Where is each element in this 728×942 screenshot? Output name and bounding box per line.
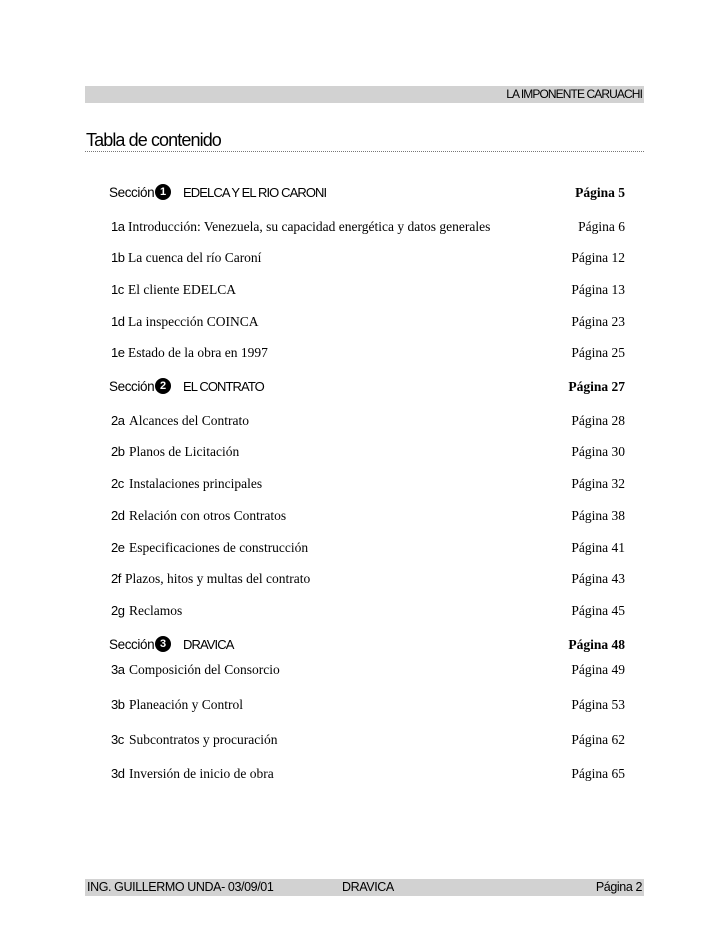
section-page: Página 5 <box>575 185 625 200</box>
entry-text: Estado de la obra en 1997 <box>128 345 268 360</box>
entry-page: Página 43 <box>571 571 625 586</box>
toc-entry-2b[interactable] <box>0 444 728 464</box>
section-label: Sección <box>109 185 155 200</box>
entry-text: Reclamos <box>129 603 183 618</box>
entry-code: 1b <box>111 250 125 265</box>
entry-page: Página 25 <box>571 345 625 360</box>
entry-text: Especificaciones de construcción <box>129 540 309 555</box>
entry-text: La inspección COINCA <box>128 314 259 329</box>
section-title: EDELCA Y EL RIO CARONI <box>183 185 327 200</box>
entry-code: 1d <box>111 314 125 329</box>
entry-code: 2d <box>111 508 125 523</box>
toc-entry-3c[interactable] <box>0 732 728 752</box>
toc-title: Tabla de contenido <box>86 130 221 150</box>
entry-text: Relación con otros Contratos <box>129 508 287 523</box>
footer-bar <box>85 879 644 896</box>
entry-page: Página 41 <box>571 540 625 555</box>
entry-page: Página 53 <box>571 697 625 712</box>
entry-code: 3c <box>111 732 124 747</box>
toc-entry-1d[interactable] <box>0 314 728 334</box>
entry-page: Página 45 <box>571 603 625 618</box>
entry-text: Planeación y Control <box>129 697 243 712</box>
footer-center: DRAVICA <box>342 880 394 894</box>
entry-text: Planos de Licitación <box>129 444 240 459</box>
toc-section-3[interactable] <box>0 637 728 657</box>
entry-page: Página 62 <box>571 732 625 747</box>
entry-text: Alcances del Contrato <box>129 413 249 428</box>
entry-page: Página 23 <box>571 314 625 329</box>
entry-text: El cliente EDELCA <box>128 282 236 297</box>
section-label: Sección <box>109 637 155 652</box>
entry-code: 2b <box>111 444 125 459</box>
entry-page: Página 38 <box>571 508 625 523</box>
entry-code: 2g <box>111 603 125 618</box>
entry-code: 2f <box>111 571 121 586</box>
toc-entry-2e[interactable] <box>0 540 728 560</box>
entry-page: Página 6 <box>578 219 625 234</box>
toc-entry-1c[interactable] <box>0 282 728 302</box>
entry-text: Inversión de inicio de obra <box>129 766 274 781</box>
section-number-badge: 3 <box>155 636 171 652</box>
entry-code: 1e <box>111 345 125 360</box>
entry-page: Página 30 <box>571 444 625 459</box>
toc-entry-2f[interactable] <box>0 571 728 591</box>
toc-title-underline <box>85 151 644 152</box>
entry-code: 3b <box>111 697 125 712</box>
entry-text: Composición del Consorcio <box>129 662 280 677</box>
toc-entry-3a[interactable] <box>0 662 728 682</box>
entry-code: 1a <box>111 219 125 234</box>
entry-text: Subcontratos y procuración <box>129 732 278 747</box>
toc-entry-3b[interactable] <box>0 697 728 717</box>
section-title: DRAVICA <box>183 637 234 652</box>
header-title: LA IMPONENTE CARUACHI <box>506 87 642 101</box>
section-number-badge: 1 <box>155 184 171 200</box>
entry-code: 2e <box>111 540 125 555</box>
toc-entry-2a[interactable] <box>0 413 728 433</box>
toc-section-2[interactable] <box>0 379 728 399</box>
section-number-badge: 2 <box>155 378 171 394</box>
toc-entry-2d[interactable] <box>0 508 728 528</box>
toc-entry-1e[interactable] <box>0 345 728 365</box>
toc-entry-1a[interactable] <box>0 219 728 239</box>
entry-text: Instalaciones principales <box>129 476 263 491</box>
toc-entry-1b[interactable] <box>0 250 728 270</box>
entry-code: 3d <box>111 766 125 781</box>
entry-code: 1c <box>111 282 124 297</box>
entry-page: Página 49 <box>571 662 625 677</box>
toc-entry-2c[interactable] <box>0 476 728 496</box>
toc-entry-3d[interactable] <box>0 766 728 786</box>
footer-author: ING. GUILLERMO UNDA- 03/09/01 <box>87 880 274 894</box>
entry-text: Introducción: Venezuela, su capacidad energética y datos generales <box>128 219 491 234</box>
entry-page: Página 12 <box>571 250 625 265</box>
section-label: Sección <box>109 379 155 394</box>
entry-page: Página 28 <box>571 413 625 428</box>
entry-code: 3a <box>111 662 125 677</box>
section-title: EL CONTRATO <box>183 379 264 394</box>
header-bar <box>85 86 644 103</box>
entry-code: 2a <box>111 413 125 428</box>
entry-page: Página 13 <box>571 282 625 297</box>
toc-entry-2g[interactable] <box>0 603 728 623</box>
section-page: Página 48 <box>568 637 625 652</box>
footer-page-number: Página 2 <box>595 880 642 894</box>
entry-code: 2c <box>111 476 124 491</box>
entry-page: Página 32 <box>571 476 625 491</box>
entry-page: Página 65 <box>571 766 625 781</box>
entry-text: Plazos, hitos y multas del contrato <box>125 571 311 586</box>
section-page: Página 27 <box>568 379 625 394</box>
toc-section-1[interactable] <box>0 185 728 205</box>
entry-text: La cuenca del río Caroní <box>128 250 262 265</box>
